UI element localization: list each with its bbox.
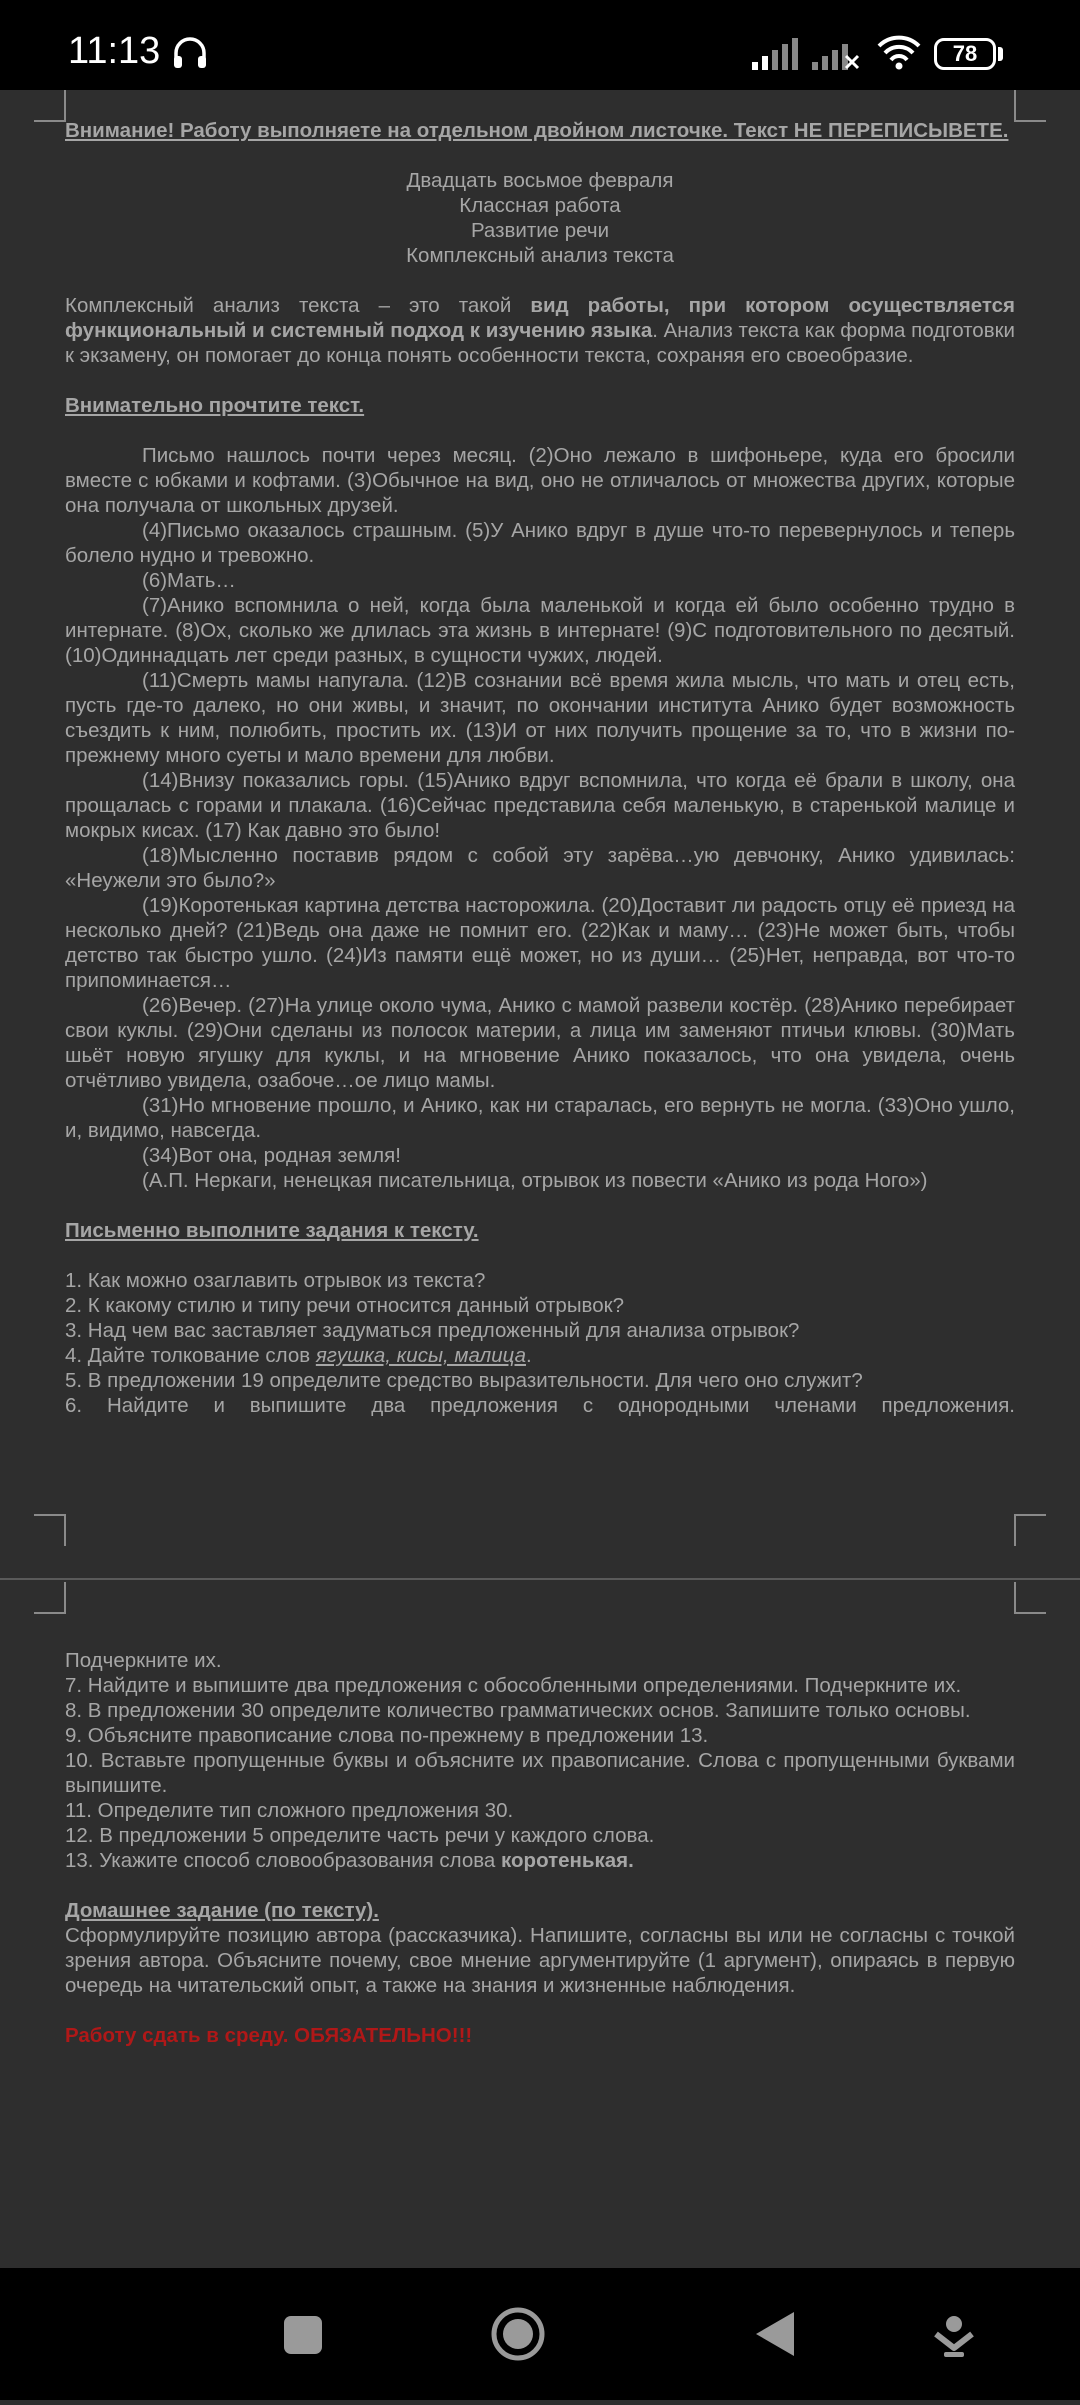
task-item <box>65 1343 1015 1368</box>
header-line: Двадцать восьмое февраля <box>406 169 674 192</box>
signal-icon <box>752 38 800 70</box>
source-citation: (А.П. Неркаги, ненецкая писательница, отрывок из повести «Анико из рода Ного») <box>142 1169 928 1192</box>
continuation-text: Подчеркните их. <box>65 1649 222 1672</box>
navigation-bar <box>0 2268 1080 2400</box>
signal-no-sim-icon <box>812 38 860 70</box>
task-item: 9. Объясните правописание слова по-прежнему в предложении 13. <box>65 1724 709 1747</box>
task-item: 2. К какому стилю и типу речи относится данный отрывок? <box>65 1294 624 1317</box>
home-icon <box>458 2268 578 2400</box>
task-item: 1. Как можно озаглавить отрывок из текста? <box>65 1269 486 1292</box>
battery-tip <box>998 47 1003 61</box>
document-page-1[interactable] <box>0 90 1080 1578</box>
tasks-heading: Письменно выполните задания к тексту. <box>65 1219 479 1242</box>
task13-prefix: 13. Укажите способ словообразования слова <box>65 1849 502 1872</box>
status-bar <box>0 0 1080 90</box>
text-paragraph: (31)Но мгновение прошло, и Анико, как ни старалась, его вернуть не могла. (33)Оно ушло, и, видимо, навсегда. <box>65 1094 1015 1142</box>
task4-prefix: 4. Дайте толкование слов <box>65 1344 316 1367</box>
page-corner-mark <box>34 90 66 122</box>
text-paragraph: (6)Мать… <box>142 569 236 592</box>
recents-button[interactable] <box>243 2268 363 2400</box>
back-button[interactable] <box>716 2268 836 2400</box>
intro-start: Комплексный анализ текста – это такой <box>65 294 531 317</box>
task-item: 11. Определите тип сложного предложения 30. <box>65 1799 514 1822</box>
task-item: 7. Найдите и выпишите два предложения с обособленными определениями. Подчеркните их. <box>65 1674 962 1697</box>
task-item: 12. В предложении 5 определите часть речи у каждого слова. <box>65 1824 655 1847</box>
task-item: 6. Найдите и выпишите два предложения с однородными членами предложения. <box>65 1394 1015 1417</box>
task-item: 10. Вставьте пропущенные буквы и объясните их правописание. Слова с пропущенными буквами выпишите. <box>65 1749 1015 1797</box>
page-corner-mark <box>1014 1514 1046 1546</box>
intro-end: . Анализ текста как форма подготовки к экзамену, он помогает до конца понять особенности текста, сохраняя его своеобразие. <box>65 319 1016 367</box>
text-paragraph: (26)Вечер. (27)На улице около чума, Анико с мамой развели костёр. (28)Анико перебирает свои куклы. (29)Они сделаны из полосок материи, а лица им заменяют птичьи клювы. (30)Мать шьёт новую ягушку для куклы, и на мгновение Анико показалось, что она увидела, очень отчётливо увидела, озабоче…ое лицо мамы. <box>65 994 1015 1092</box>
page-separator <box>0 1578 1080 1580</box>
assistant-button[interactable] <box>894 2268 1014 2400</box>
status-time: 11:13 <box>68 30 161 72</box>
header-line: Классная работа <box>459 194 621 217</box>
task-item: 3. Над чем вас заставляет задуматься предложенный для анализа отрывок? <box>65 1319 800 1342</box>
wifi-icon <box>876 34 922 70</box>
task13-word: коротенькая. <box>501 1849 634 1872</box>
homework-heading: Домашнее задание (по тексту). <box>65 1899 379 1922</box>
text-paragraph: (11)Смерть мамы напугала. (12)В сознании всё время жила мысль, что мать и отец есть, пусть где-то далеко, но они живы, и значит, по окончании института Анико будет возможность съездить к ним, полюбить, простить их. (13)И от них получить прощение за то, что в жизни по-прежнему много суеты и мало времени для любви. <box>65 669 1015 767</box>
task4-suffix: . <box>525 1344 532 1367</box>
text-paragraph: (7)Анико вспомнила о ней, когда была маленькой и когда ей было особенно трудно в интернате. (8)Ох, сколько же длилась эта жизнь в интернате! (9)С подготовительного по десятый. (10)Одиннадцать лет среди разных, в сущности чужих, людей. <box>65 594 1015 667</box>
document-body <box>65 118 1015 1418</box>
battery-icon <box>934 38 996 70</box>
text-paragraph: (14)Внизу показались горы. (15)Анико вдруг вспомнила, что когда её брали в школу, она прощалась с горами и плакала. (16)Сейчас представила себя маленькую, в старенькой малице и мокрых кисах. (17) Как давно это было! <box>65 769 1015 842</box>
page-corner-mark <box>1014 1582 1046 1614</box>
home-button[interactable] <box>458 2268 578 2400</box>
read-heading: Внимательно прочтите текст. <box>65 394 365 417</box>
homework-text: Сформулируйте позицию автора (рассказчика). Напишите, согласны вы или не согласны с точкой зрения автора. Объясните почему, свое мнение аргументируйте (1 аргумент), опираясь в первую очередь на читательский опыт, а также на знания и жизненные наблюдения. <box>65 1924 1015 1997</box>
recents-icon <box>243 2268 363 2400</box>
text-paragraph: (34)Вот она, родная земля! <box>142 1144 401 1167</box>
warning-text: Внимание! Работу выполняете на отдельном двойном листочке. Текст НЕ ПЕРЕПИСЫВЕТЕ. <box>65 119 1009 142</box>
task-item: 8. В предложении 30 определите количество грамматических основ. Запишите только основы. <box>65 1699 971 1722</box>
header-line: Комплексный анализ текста <box>406 244 674 267</box>
task-item: 5. В предложении 19 определите средство выразительности. Для чего оно служит? <box>65 1369 863 1392</box>
intro-paragraph <box>65 293 1015 368</box>
header-line: Развитие речи <box>470 219 610 242</box>
battery-level: 78 <box>952 41 978 66</box>
page-corner-mark <box>34 1582 66 1614</box>
text-paragraph: (18)Мысленно поставив рядом с собой эту зарёва…ую девчонку, Анико удивилась: «Неужели это было?» <box>65 844 1015 892</box>
deadline-text: Работу сдать в среду. ОБЯЗАТЕЛЬНО!!! <box>65 2024 473 2047</box>
page-corner-mark <box>1014 90 1046 122</box>
text-paragraph: (19)Коротенькая картина детства насторожила. (20)Доставит ли радость отцу её приезд на несколько дней? (21)Ведь она даже не помнит его. (22)Как и маму… (23)Не может быть, чтобы детство так быстро ушло. (24)Из памяти ещё может, но из души… (25)Нет, неправда, вот что-то припоминается… <box>65 894 1015 992</box>
text-paragraph: Письмо нашлось почти через месяц. (2)Оно лежало в шифоньере, куда его бросили вместе с юбками и кофтами. (3)Обычное на вид, оно не отличалось от множества других, которые она получала от школьных друзей. <box>65 444 1015 517</box>
document-body <box>65 1648 1015 2048</box>
page-corner-mark <box>34 1514 66 1546</box>
assistant-icon <box>894 2268 1014 2400</box>
headphones-icon <box>172 36 208 70</box>
document-page-2[interactable] <box>0 1582 1080 2268</box>
task-item <box>65 1848 1015 1873</box>
text-paragraph: (4)Письмо оказалось страшным. (5)У Анико вдруг в душе что-то перевернулось и теперь болело нудно и тревожно. <box>65 519 1015 567</box>
task4-words: ягушка, кисы, малица <box>315 1344 526 1367</box>
intro-bold: вид работы, при котором осуществляется функциональный и системный подход к изучению языка <box>65 294 1015 342</box>
back-icon <box>716 2268 836 2400</box>
